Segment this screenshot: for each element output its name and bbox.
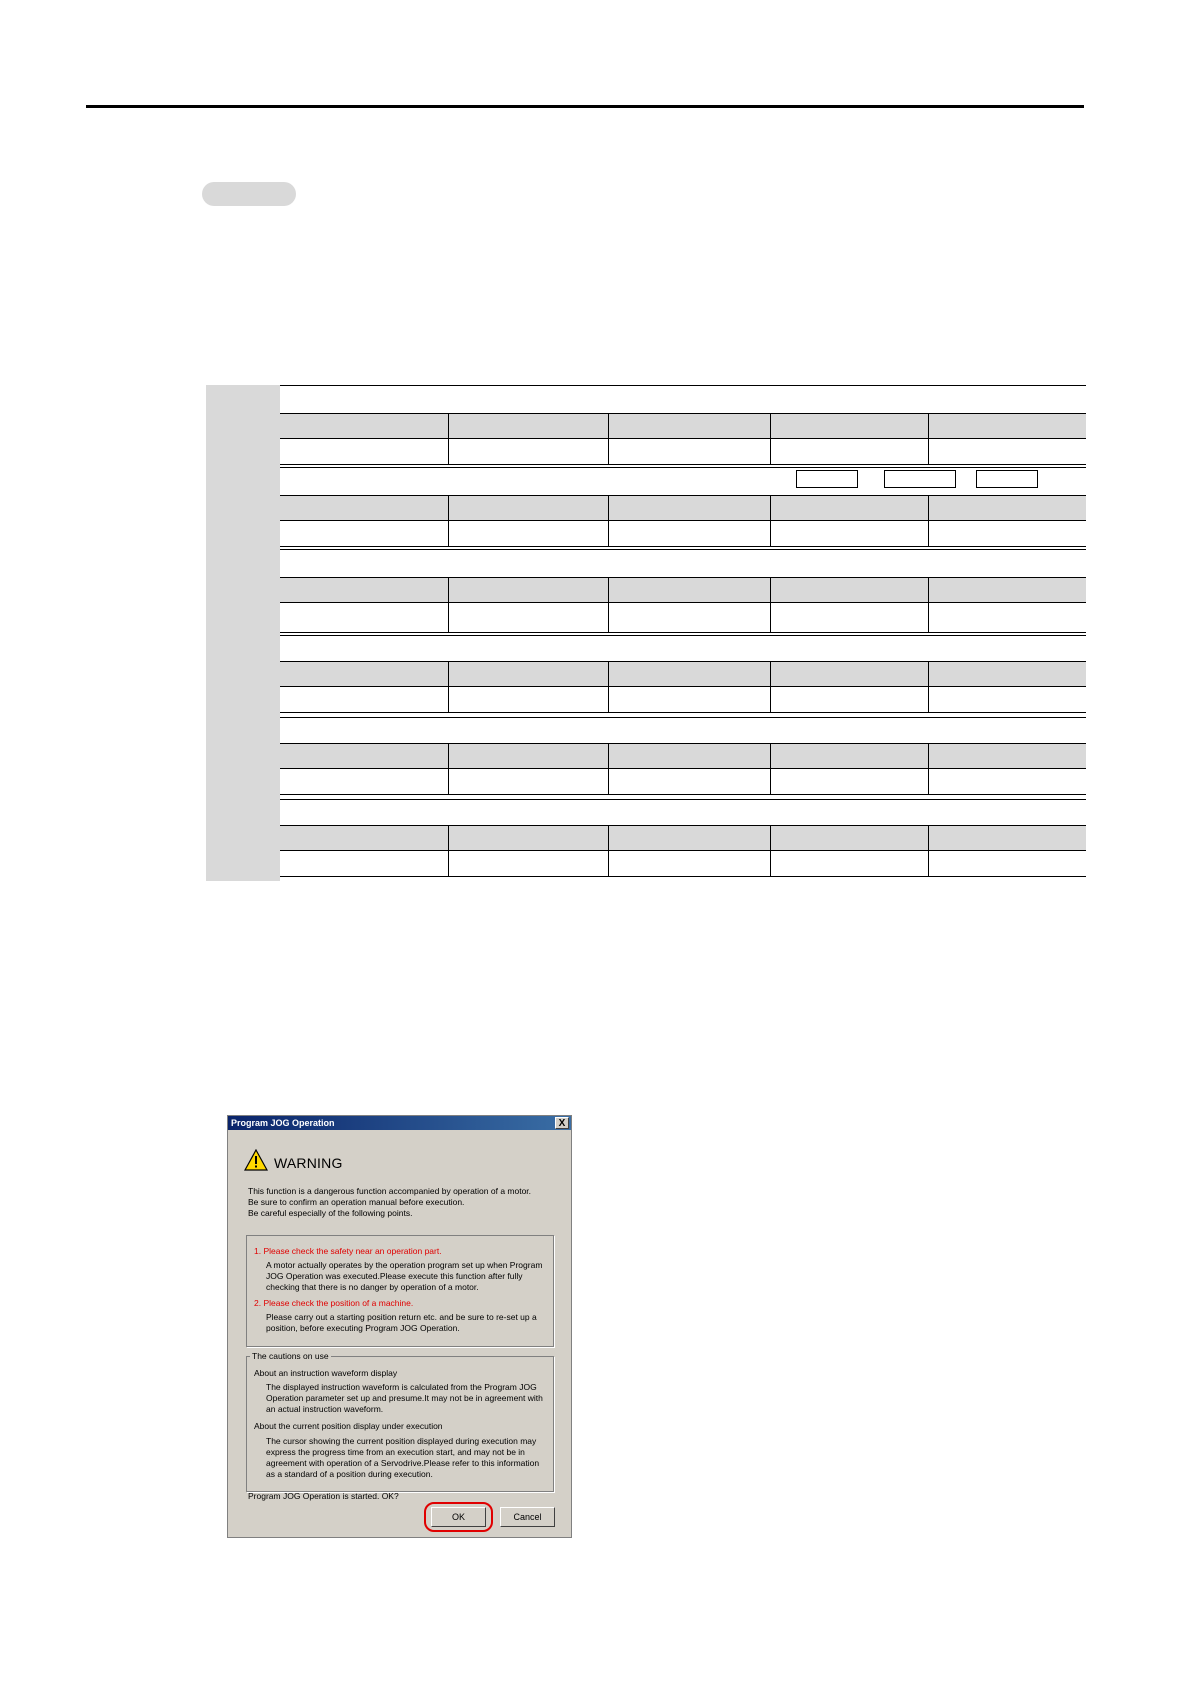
- parameter-value-row: [280, 521, 1086, 547]
- caution-title: About an instruction waveform display: [254, 1368, 398, 1378]
- parameter-value-row: [280, 439, 1086, 465]
- confirm-question: Program JOG Operation is started. OK?: [248, 1491, 399, 1501]
- point-body-line: Please carry out a starting position return etc. and be sure to re-set up a: [266, 1312, 537, 1322]
- point-body-line: JOG Operation was executed.Please execute this function after fully: [266, 1271, 523, 1281]
- parameter-table: [206, 385, 1086, 881]
- point-body-line: checking that there is no danger by operation of a motor.: [266, 1282, 479, 1292]
- parameter-value-row: [280, 603, 1086, 633]
- function-tag-box: [976, 470, 1038, 488]
- parameter-value-row: [280, 851, 1086, 877]
- warning-icon: [244, 1149, 268, 1171]
- parameter-header-row: [280, 495, 1086, 521]
- header-rule: [86, 105, 1084, 108]
- parameter-group: [206, 635, 1086, 717]
- caution-body-line: Operation parameter set up and presume.It may not be in agreement with: [266, 1393, 543, 1403]
- point-title: 2. Please check the position of a machine.: [254, 1298, 414, 1308]
- parameter-group: [206, 799, 1086, 881]
- caution-body-line: agreement with operation of a Servodrive.Please refer to this information: [266, 1458, 540, 1468]
- parameter-title-row: [280, 799, 1086, 800]
- close-button[interactable]: X: [555, 1117, 569, 1129]
- caution-body-line: as a standard of a position during execution.: [266, 1469, 433, 1479]
- parameter-header-row: [280, 661, 1086, 687]
- point-body-line: A motor actually operates by the operation program set up when Program: [266, 1260, 543, 1270]
- dialog-title: Program JOG Operation: [231, 1118, 335, 1128]
- caution-body-line: an actual instruction waveform.: [266, 1404, 384, 1414]
- parameter-title-row: [280, 467, 1086, 468]
- point-title: 1. Please check the safety near an operation part.: [254, 1246, 442, 1256]
- dialog-titlebar: [228, 1116, 571, 1130]
- parameter-group: [206, 385, 1086, 467]
- parameter-group: [206, 717, 1086, 799]
- parameter-group: [206, 549, 1086, 635]
- point-body-line: position, before executing Program JOG Operation.: [266, 1323, 460, 1333]
- parameter-header-row: [280, 825, 1086, 851]
- parameter-number-cell: [206, 549, 280, 635]
- parameter-number-cell: [206, 635, 280, 717]
- intro-line: Be sure to confirm an operation manual before execution.: [248, 1197, 465, 1207]
- function-tag-box: [884, 470, 956, 488]
- parameter-header-row: [280, 577, 1086, 603]
- parameter-number-cell: [206, 717, 280, 799]
- parameter-title-row: [280, 549, 1086, 550]
- section-label-pill: [202, 182, 296, 206]
- parameter-number-cell: [206, 799, 280, 881]
- program-jog-warning-dialog: [227, 1115, 572, 1538]
- parameter-title-row: [280, 635, 1086, 636]
- caution-body-line: express the progress time from an execution start, and may not be in: [266, 1447, 525, 1457]
- intro-line: Be careful especially of the following points.: [248, 1208, 413, 1218]
- parameter-header-row: [280, 413, 1086, 439]
- intro-line: This function is a dangerous function accompanied by operation of a motor.: [248, 1186, 532, 1196]
- parameter-value-row: [280, 687, 1086, 713]
- parameter-title-row: [280, 717, 1086, 718]
- caution-body-line: The cursor showing the current position displayed during execution may: [266, 1436, 537, 1446]
- ok-button[interactable]: OK: [431, 1507, 486, 1527]
- cautions-legend: The cautions on use: [252, 1351, 329, 1361]
- cancel-button[interactable]: Cancel: [500, 1507, 555, 1527]
- parameter-number-cell: [206, 385, 280, 467]
- parameter-group: [206, 467, 1086, 549]
- parameter-number-cell: [206, 467, 280, 549]
- caution-title: About the current position display under execution: [254, 1421, 443, 1431]
- parameter-title-row: [280, 385, 1086, 386]
- caution-body-line: The displayed instruction waveform is calculated from the Program JOG: [266, 1382, 537, 1392]
- parameter-header-row: [280, 743, 1086, 769]
- parameter-value-row: [280, 769, 1086, 795]
- warning-heading: WARNING: [274, 1155, 343, 1171]
- function-tag-box: [796, 470, 858, 488]
